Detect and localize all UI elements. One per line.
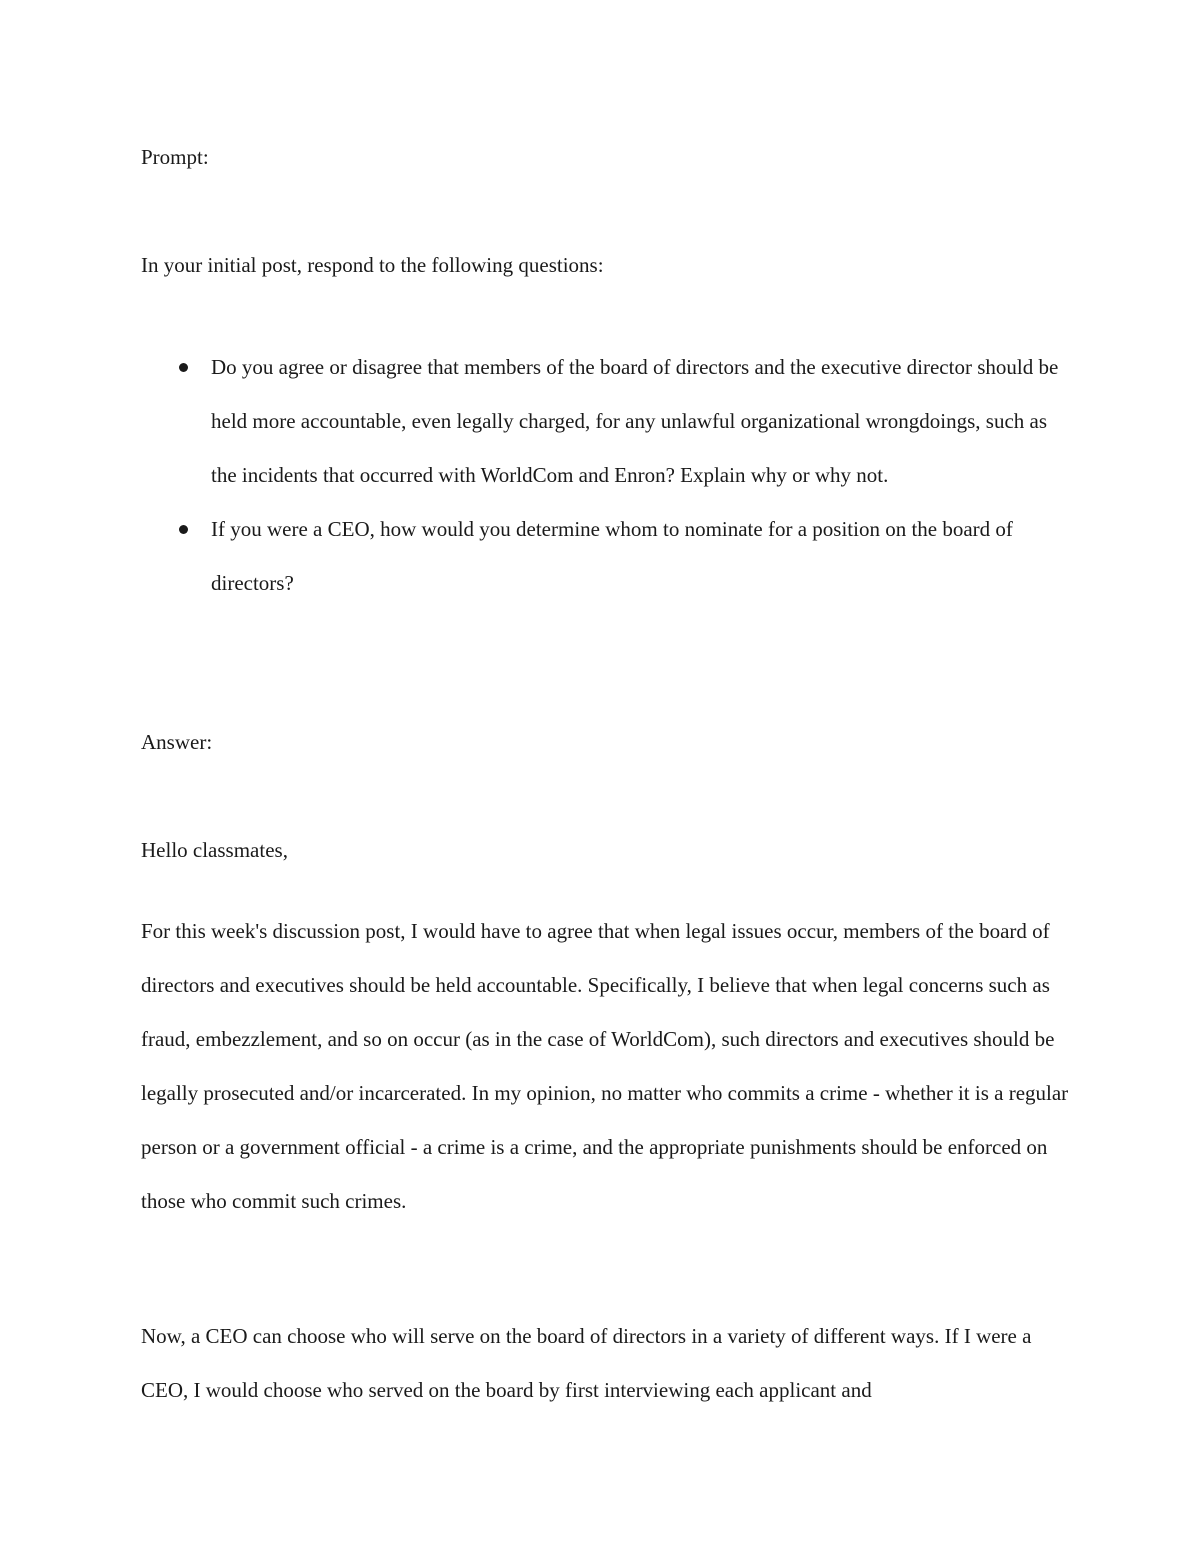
greeting: Hello classmates, xyxy=(141,838,288,862)
list-item xyxy=(141,340,1076,502)
list-item xyxy=(141,502,1076,610)
prompt-intro: In your initial post, respond to the following questions: xyxy=(141,253,604,277)
question-text: If you were a CEO, how would you determine whom to nominate for a position on the board of directors? xyxy=(211,517,1013,595)
bullet-icon xyxy=(179,525,188,534)
prompt-label: Prompt: xyxy=(141,145,209,169)
question-text: Do you agree or disagree that members of the board of directors and the executive director should be held more accountable, even legally charged, for any unlawful organizational wrongdoings, such as the incidents that occurred with WorldCom and Enron? Explain why or why not. xyxy=(211,355,1059,487)
question-list xyxy=(141,340,1076,610)
answer-paragraph: Now, a CEO can choose who will serve on the board of directors in a variety of different ways. If I were a CEO, I would choose who served on the board by first interviewing each applicant and xyxy=(141,1324,1032,1402)
answer-label: Answer: xyxy=(141,730,213,754)
bullet-icon xyxy=(179,363,188,372)
answer-paragraph: For this week's discussion post, I would have to agree that when legal issues occur, members of the board of directors and executives should be held accountable. Specifically, I believe that when legal concerns such as fraud, embezzlement, and so on occur (as in the case of WorldCom), such directors and executives should be legally prosecuted and/or incarcerated. In my opinion, no matter who commits a crime - whether it is a regular person or a government official - a crime is a crime, and the appropriate punishments should be enforced on those who commit such crimes. xyxy=(141,919,1069,1213)
